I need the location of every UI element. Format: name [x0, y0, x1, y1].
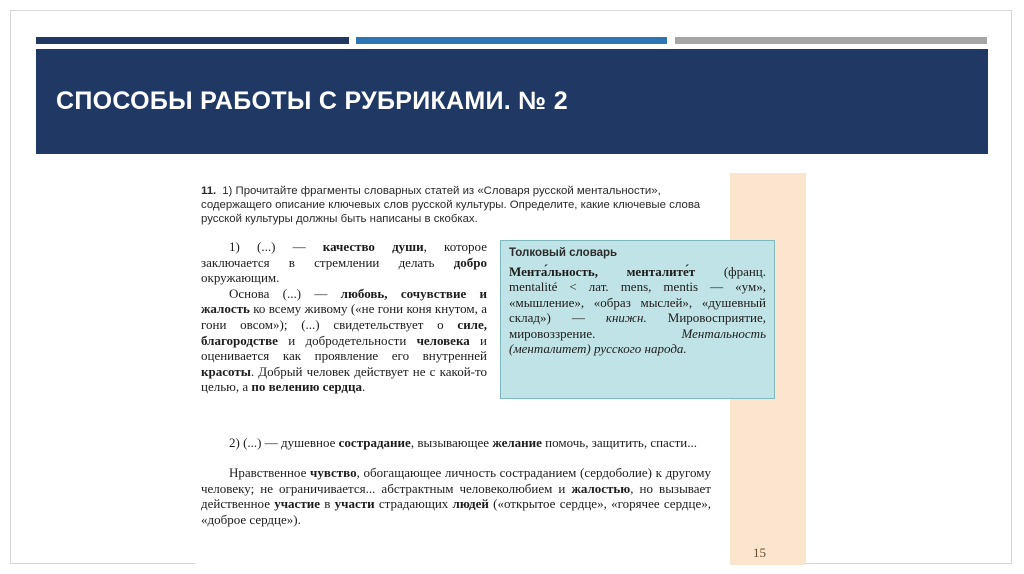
text: окружающим.: [201, 270, 280, 286]
bold-keyword: добро: [453, 254, 487, 270]
slide-title: СПОСОБЫ РАБОТЫ С РУБРИКАМИ. № 2: [56, 87, 568, 115]
exercise-instruction: [201, 184, 721, 227]
title-banner: [36, 49, 988, 154]
text: Мировосприятие, мировоззрение.: [509, 310, 766, 341]
bold-keyword: сострадание: [338, 435, 411, 450]
bold-keyword: чувство: [309, 465, 357, 480]
text: , но вызывает действенное: [201, 480, 711, 512]
bold-keyword: участи: [334, 496, 375, 512]
exercise-number: 11.: [201, 185, 217, 197]
fragment-3: [201, 465, 711, 527]
text: («открытое сердце», «горячее сердце», «доброе сердце»).: [201, 496, 711, 527]
text: . Добрый человек действует не с какой-то целью, а: [201, 363, 487, 395]
fragment-1-para-2: [201, 286, 487, 395]
dictionary-entry: [509, 264, 766, 356]
instruction-text: 1) Прочитайте фрагменты словарных статей из «Словаря русской ментальности», содержащего описание ключевых слов русской культуры. Определите, какие ключевые слова русской культуры должны быть написаны в скобках.: [201, 185, 701, 226]
text: ко всему живому («не гони коня кнутом, а гони овсом»); (...) свидетельствует о: [201, 301, 487, 332]
text: 1) (...) —: [229, 239, 323, 254]
text: страдающих: [374, 496, 453, 512]
bold-keyword: жалостью: [571, 480, 631, 496]
usage-example: Ментальность (менталитет) русского народа.: [509, 325, 766, 357]
text: Основа (...) —: [229, 285, 341, 301]
text: в: [319, 496, 335, 512]
text: .: [361, 379, 366, 395]
fragment-1: [201, 239, 487, 395]
usage-mark: книжн.: [605, 310, 647, 326]
accent-bar-gray: [675, 37, 987, 44]
fragment-2-para: [201, 435, 711, 451]
text: и оценивается как проявление его внутренней: [201, 332, 487, 364]
bold-keyword: любовь, сочувствие и жалость: [201, 285, 487, 317]
bold-keyword: желание: [492, 435, 542, 450]
text: (франц. mentalité < лат. mens, mentis — «ум», «мышление», «образ мыслей», «душевный склад») —: [509, 264, 766, 326]
text: , которое заключается в стремлении делать: [201, 239, 487, 270]
bold-keyword: человека: [416, 332, 470, 348]
bold-keyword: красоты: [201, 363, 251, 379]
bold-keyword: участие: [274, 496, 320, 512]
dictionary-heading: Толковый словарь: [509, 247, 618, 259]
bold-keyword: людей: [452, 496, 489, 512]
dictionary-box: [500, 240, 775, 399]
accent-bar-blue: [356, 37, 667, 44]
text: , обогащающее личность состраданием (сердоболие) к другому человеку; не ограничивается... абстрактным человеколюбием и: [201, 465, 711, 496]
fragment-1-para-1: [201, 239, 487, 286]
text: , вызывающее: [410, 435, 493, 450]
accent-bar-navy: [36, 37, 349, 44]
bold-keyword: силе, благородстве: [201, 316, 487, 348]
text: и добродетельности: [277, 332, 417, 348]
page-number: 15: [753, 545, 766, 560]
bold-keyword: качество души: [322, 239, 424, 254]
text: 2) (...) — душевное: [229, 435, 339, 450]
fragment-3-para: [201, 465, 711, 527]
dictionary-term: Мента́льность, менталите́т: [509, 264, 696, 279]
text: помочь, защитить, спасти...: [541, 435, 697, 450]
text: Нравственное: [229, 465, 310, 480]
bold-keyword: по велению сердца: [251, 379, 362, 395]
fragment-2: [201, 435, 711, 451]
textbook-page-image: [195, 173, 806, 565]
